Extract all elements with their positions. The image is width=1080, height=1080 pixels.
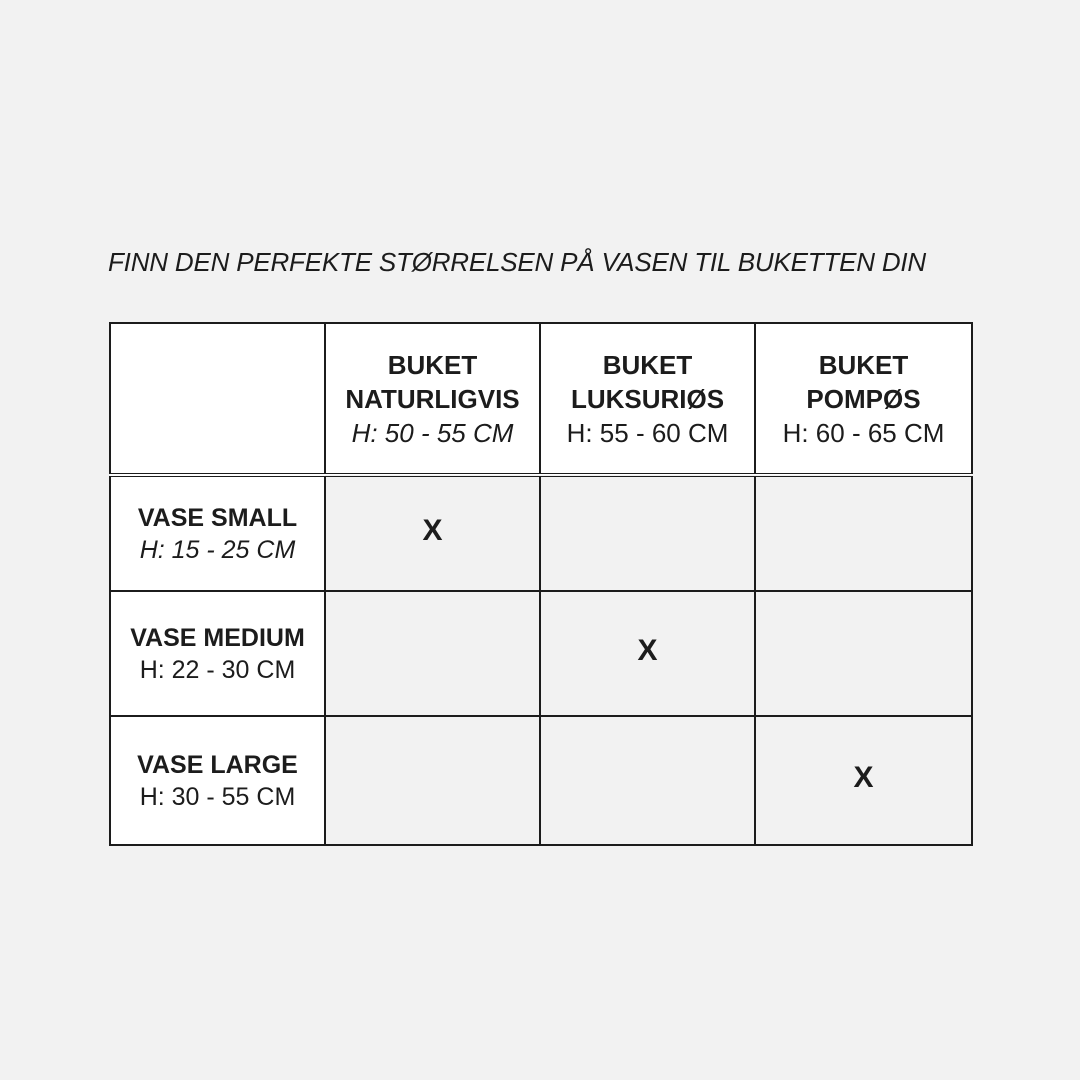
corner-cell [110,323,325,475]
row-header-vase-small [110,475,325,591]
table-cell [325,475,540,591]
column-header-line1: BUKET [387,349,478,380]
table-cell [540,475,755,591]
column-header-line1: BUKET [602,349,693,380]
column-header-height: H: 50 - 55 CM [351,417,514,448]
column-header-naturligvis [325,323,540,475]
table-cell [540,716,755,845]
row-header-height: H: 15 - 25 CM [139,535,296,564]
column-header-height: H: 60 - 65 CM [782,417,945,448]
table-cell [325,591,540,716]
table-cell [755,591,972,716]
column-header-luksurios [540,323,755,475]
row-header-height: H: 22 - 30 CM [139,655,296,684]
row-header-name: VASE MEDIUM [130,623,305,652]
table-header-row [110,323,972,475]
table-cell [755,475,972,591]
table-cell [325,716,540,845]
column-header-line1: BUKET [818,349,909,380]
page-title: FINN DEN PERFEKTE STØRRELSEN PÅ VASEN TIL BUKETTEN DIN [108,247,927,277]
table-row-vase-medium [110,591,972,716]
table-row-vase-small [110,475,972,591]
column-header-name: NATURLIGVIS [345,383,520,414]
match-mark: X [422,514,443,547]
table-cell [540,591,755,716]
row-header-vase-medium [110,591,325,716]
table-cell [755,716,972,845]
column-header-name: POMPØS [806,383,921,414]
column-header-name: LUKSURIØS [570,383,725,414]
row-header-name: VASE SMALL [137,503,298,532]
vase-size-table [109,322,973,846]
match-mark: X [637,634,658,667]
match-mark: X [853,761,874,794]
table-row-vase-large [110,716,972,845]
row-header-vase-large [110,716,325,845]
row-header-height: H: 30 - 55 CM [139,782,296,811]
column-header-height: H: 55 - 60 CM [566,417,729,448]
column-header-pompos [755,323,972,475]
row-header-name: VASE LARGE [137,750,298,779]
